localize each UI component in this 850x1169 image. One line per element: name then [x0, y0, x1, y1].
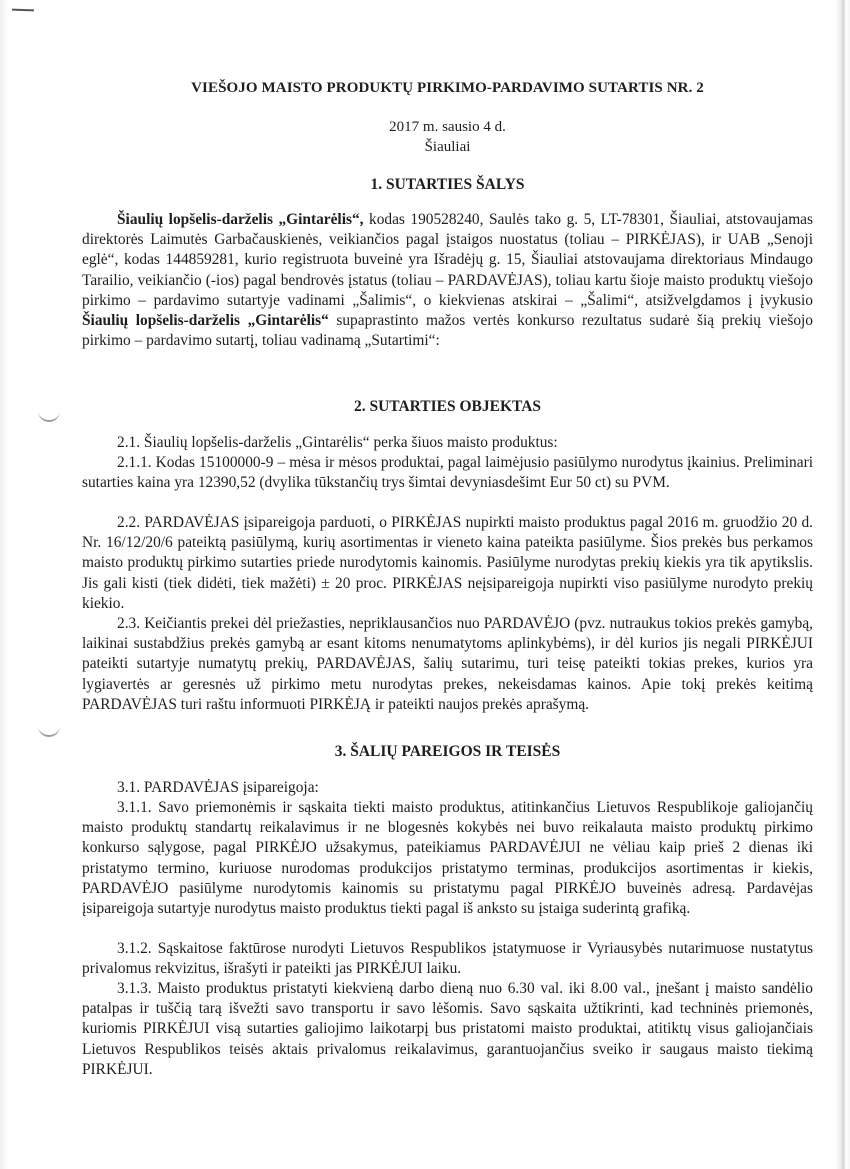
section-heading-1: 1. SUTARTIES ŠALYS — [370, 176, 525, 193]
clause-2-3: 2.3. Keičiantis prekei dėl priežasties, nepriklausančios nuo PARDAVĖJO (pvz. nutraukus tokios prekės gamybą, laikinai sustabdžius prekės gamybą ar esant kitoms nenumatytoms aplinkybėms), ir dėl kurios jis negali PIRKĖJUI pateikti sutartyje numatytų prekių, PARDAVĖJAS, šalių sutarimu, turi teisę pateikti tokias prekes, kurios yra lygiavertės ar geresnės už pirkimo metu nurodytas prekes, nekeisdamas kainos. Apie tokį prekės keitimą PARDAVĖJAS turi raštu informuoti PIRKĖJĄ ir pateikti naujos prekės aprašymą. — [82, 615, 813, 713]
parties-text: kodas 190528240, Saulės tako g. 5, LT-78301, Šiauliai, atstovaujamas direktorės Laimutės Garbačauskienės, veikiančios pagal įstaigos nuostatus (toliau – PIRKĖJAS), ir UAB „Senoji eglė“, kodas 144859281, kurio registruota buveinė yra Išradėjų g. 15, Šiauliai atstovaujama direktoriaus Mindaugo Tarailio, veikiančio (-ios) pagal bendrovės įstatus (toliau – PARDAVĖJAS), toliau kartu šioje maisto produktų viešojo pirkimo – pardavimo sutartyje vadinami „Šalimis“, o kiekvienas atskirai – „Šalimi“, atsižvelgdamos į įvykusio — [82, 211, 814, 309]
punch-hole-mark — [38, 410, 60, 422]
clause-2-2: 2.2. PARDAVĖJAS įsipareigoja parduoti, o PIRKĖJAS nupirkti maisto produktus pagal 2016 m. gruodžio 20 d. Nr. 16/12/20/6 pateiktą pasiūlymą, kurių asortimentas ir vieneto kaina pateikta pasiūlyme. Šios prekės bus perkamos maisto produktų pirkimo sutarties priede nurodytomis kainomis. Pasiūlyme nurodytas prekių kiekis yra tik apytikslis. Jis gali kisti (tiek didėti, tiek mažėti) ± 20 proc. PIRKĖJAS neįsipareigoja nupirkti viso pasiūlyme nurodyto prekių kiekio. — [82, 514, 813, 612]
scan-edge-right — [836, 0, 850, 1169]
document-city: Šiauliai — [424, 139, 471, 155]
scan-edge-left — [0, 0, 8, 1169]
clause-3-1-1: 3.1.1. Savo priemonėmis ir sąskaita tiekti maisto produktus, atitinkančius Lietuvos Respublikoje galiojančių maisto produktų standartų reikalavimus ir ne blogesnės kokybės nei buvo reikalauta maisto produktų pirkimo konkurso sąlygose, pagal PIRKĖJO užsakymus, pateikiamus PARDAVĖJUI ne vėliau kaip prieš 2 dienas iki pristatymo termino, kuriuose nurodomas produkcijos pristatymo terminas, produkcijos asortimentas ir kiekis, PARDAVĖJO pasiūlyme nurodytomis kainomis su pristatymu pagal PIRKĖJO buveinės adresą. Pardavėjas įsipareigoja sutartyje nurodytus maisto produktus tiekti pagal iš anksto su įstaiga suderintą grafiką. — [82, 799, 813, 918]
document-title: VIEŠOJO MAISTO PRODUKTŲ PIRKIMO-PARDAVIMO SUTARTIS NR. 2 — [191, 80, 704, 96]
clause-3-1-3: 3.1.3. Maisto produktus pristatyti kiekvieną darbo dieną nuo 6.30 val. iki 8.00 val., įnešant į maisto sandėlio patalpas ir tuščią tarą išvežti savo transportu ir savo lėšomis. Savo sąskaita užtikrinti, kad techninės priemonės, kuriomis PIRKĖJUI visą sutarties galiojimo laikotarpį bus pristatomi maisto produktai, atitiktų visus galiojančiais Lietuvos Respublikos teisės aktais privalomus reikalavimus, garantuojančius sveiko ir saugaus maisto tiekimą PIRKĖJUI. — [82, 980, 813, 1078]
pen-mark — [12, 9, 34, 12]
clause-2-1-1: 2.1.1. Kodas 15100000-9 – mėsa ir mėsos produktai, pagal laimėjusio pasiūlymo nurodytus įkainius. Preliminari sutarties kaina yra 12390,52 (dvylika tūkstančių trys šimtai devyniasdešimt Eur 50 ct) su PVM. — [82, 454, 813, 492]
buyer-name: Šiaulių lopšelis-darželis „Gintarėlis“, — [117, 211, 364, 228]
section-heading-3: 3. ŠALIŲ PAREIGOS IR TEISĖS — [334, 743, 561, 760]
parties-paragraph — [82, 210, 813, 351]
clause-3-1: 3.1. PARDAVĖJAS įsipareigoja: — [117, 779, 319, 796]
document-date: 2017 m. sausio 4 d. — [389, 119, 506, 135]
buyer-name-repeat: Šiaulių lopšelis-darželis „Gintarėlis“ — [82, 312, 329, 330]
section-heading-2: 2. SUTARTIES OBJEKTAS — [353, 398, 542, 415]
clause-3-1-2: 3.1.2. Sąskaitose faktūrose nurodyti Lietuvos Respublikos įstatymuose ir Vyriausybės nutarimuose nustatytus privalomus rekvizitus, išrašyti ir pateikti jas PIRKĖJUI laiku. — [82, 940, 813, 978]
punch-hole-mark — [38, 725, 60, 737]
clause-2-1: 2.1. Šiaulių lopšelis-darželis „Gintarėlis“ perka šiuos maisto produktus: — [117, 434, 558, 451]
parties-text-end: supaprastinto mažos vertės konkurso rezultatus sudarė šią prekių viešojo pirkimo – pardavimo sutartį, toliau vadinamą „Sutartimi“: — [82, 312, 813, 350]
